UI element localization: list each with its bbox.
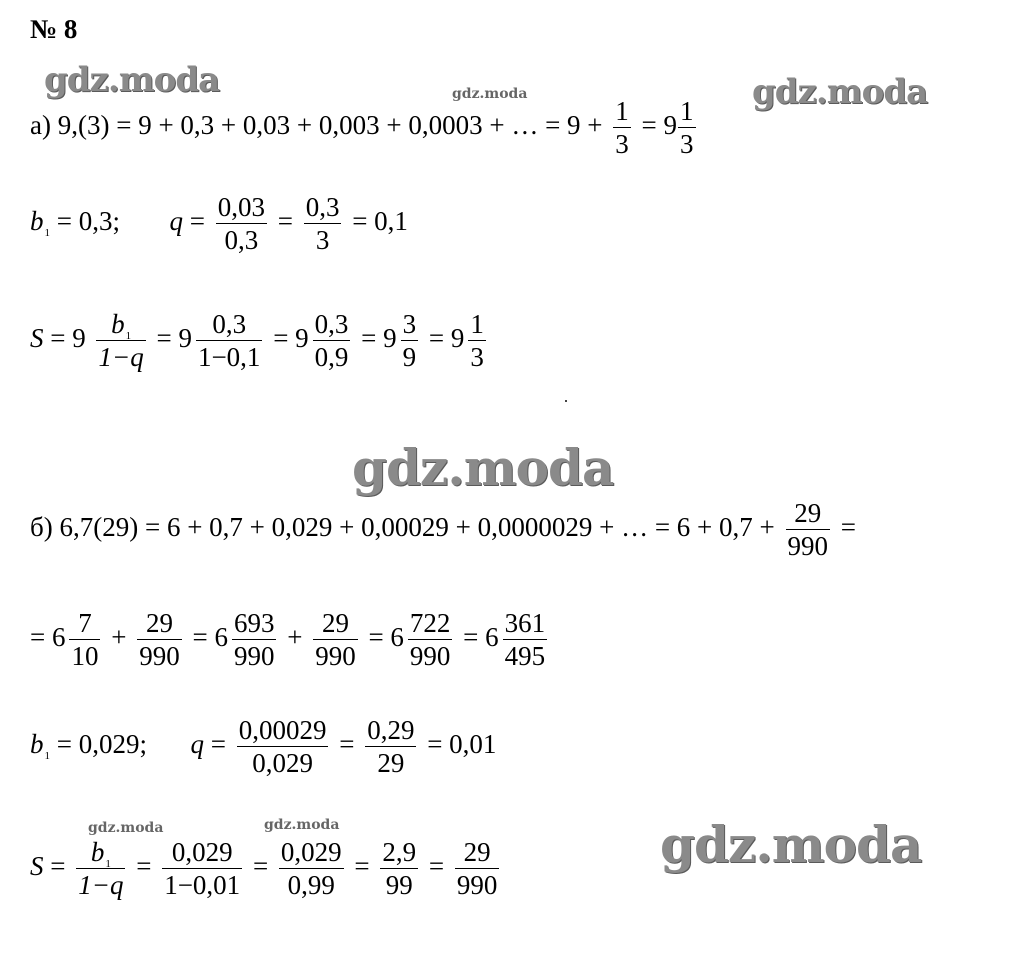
- part-b-line-3: [30, 716, 496, 778]
- fraction: [69, 609, 100, 671]
- equals: = 6: [192, 622, 228, 653]
- numerator: 1: [613, 97, 631, 128]
- problem-number: № 8: [30, 14, 78, 44]
- equals: =: [354, 851, 370, 882]
- fraction: [162, 838, 242, 900]
- fraction: [365, 716, 416, 778]
- variable-s: S: [30, 851, 44, 882]
- denominator: 990: [409, 641, 451, 672]
- result: = 0,01: [427, 729, 497, 760]
- numerator: 0,03: [216, 193, 267, 224]
- numerator: 0,3: [313, 310, 351, 341]
- numerator: 7: [69, 609, 100, 640]
- numerator: 3: [401, 310, 419, 341]
- denominator: 990: [315, 641, 356, 672]
- numerator: 722: [408, 609, 453, 640]
- denominator: 1−0,01: [164, 870, 241, 901]
- variable-q: q: [169, 206, 183, 237]
- part-a-line-3: [30, 310, 490, 372]
- result: = 0,1: [352, 206, 408, 237]
- denominator: 495: [504, 641, 546, 672]
- fraction: [137, 609, 182, 671]
- numerator: [96, 310, 145, 341]
- fraction: [786, 499, 831, 561]
- equals: = 9: [361, 323, 397, 354]
- denominator: 99: [385, 870, 413, 901]
- equals: = 9: [641, 110, 678, 141]
- denominator: 1−q: [98, 342, 144, 373]
- numerator: 0,29: [365, 716, 416, 747]
- expression: 6,7(29) = 6 + 0,7 + 0,029 + 0,00029 + 0,0000029 + … = 6 + 0,7 +: [59, 512, 775, 543]
- fraction: [613, 97, 631, 159]
- numerator: 693: [232, 609, 277, 640]
- numerator: 1: [678, 97, 696, 128]
- equals: =: [840, 512, 856, 543]
- equals: =: [136, 851, 152, 882]
- fraction: [678, 97, 696, 159]
- numerator: 29: [137, 609, 182, 640]
- fraction: [279, 838, 344, 900]
- part-label: а): [30, 110, 51, 141]
- variable-b: b: [111, 309, 125, 339]
- part-b-line-2: [30, 609, 551, 671]
- plus: +: [287, 622, 303, 653]
- numerator: 1: [468, 310, 486, 341]
- denominator: 3: [615, 129, 629, 160]
- denominator: 0,99: [287, 870, 335, 901]
- fraction: [313, 310, 351, 372]
- expression: 9,(3) = 9 + 0,3 + 0,03 + 0,003 + 0,0003 + … = 9 +: [57, 110, 603, 141]
- watermark-logo: gdz.moda: [452, 86, 528, 102]
- part-a-line-1: [30, 97, 700, 159]
- fraction: [503, 609, 548, 671]
- variable-s: S: [30, 323, 44, 354]
- denominator: 990: [787, 531, 829, 562]
- numerator: 29: [313, 609, 358, 640]
- watermark-logo: gdz.moda: [660, 815, 922, 874]
- equals: =: [277, 206, 293, 237]
- fraction: [401, 310, 419, 372]
- denominator: 10: [71, 641, 99, 672]
- denominator: 990: [139, 641, 180, 672]
- numerator: 0,00029: [237, 716, 329, 747]
- watermark-logo: gdz.moda: [752, 72, 928, 112]
- watermark-logo: gdz.moda: [88, 820, 164, 836]
- variable-b: b: [30, 729, 44, 760]
- watermark-logo: gdz.moda: [264, 817, 340, 833]
- numerator: 0,3: [196, 310, 262, 341]
- watermark-logo: gdz.moda: [352, 438, 614, 497]
- part-b-line-4: [30, 838, 503, 900]
- fraction: [380, 838, 418, 900]
- numerator: 2,9: [380, 838, 418, 869]
- equals: =: [210, 729, 226, 760]
- numerator: 29: [455, 838, 500, 869]
- fraction: [455, 838, 500, 900]
- fraction: [96, 310, 145, 372]
- speck: [565, 400, 567, 402]
- numerator: 361: [503, 609, 548, 640]
- subscript: 1: [44, 227, 50, 240]
- equals: =: [189, 206, 205, 237]
- equals: = 6: [368, 622, 404, 653]
- equals: = 6: [30, 622, 66, 653]
- fraction: [232, 609, 277, 671]
- variable-b: b: [30, 206, 44, 237]
- denominator: 990: [233, 641, 275, 672]
- denominator: 1−0,1: [197, 342, 261, 373]
- denominator: 3: [315, 225, 330, 256]
- fraction: [408, 609, 453, 671]
- fraction: [468, 310, 486, 372]
- value: = 0,029;: [56, 729, 147, 760]
- denominator: 0,9: [314, 342, 349, 373]
- part-label: б): [30, 512, 53, 543]
- denominator: 29: [377, 748, 405, 779]
- equals: = 9: [50, 323, 86, 354]
- fraction: [237, 716, 329, 778]
- numerator: 0,3: [304, 193, 342, 224]
- denominator: 1−q: [78, 870, 124, 901]
- denominator: 3: [470, 342, 484, 373]
- numerator: 0,029: [162, 838, 242, 869]
- equals: = 9: [273, 323, 309, 354]
- fraction: [304, 193, 342, 255]
- denominator: 990: [456, 870, 498, 901]
- numerator: 29: [786, 499, 831, 530]
- variable-q: q: [190, 729, 204, 760]
- equals: =: [252, 851, 269, 882]
- denominator: 0,029: [252, 748, 313, 779]
- equals: = 9: [428, 323, 465, 354]
- equals: =: [50, 851, 66, 882]
- watermark-logo: gdz.moda: [44, 60, 220, 100]
- fraction: [196, 310, 262, 372]
- numerator: 0,029: [279, 838, 344, 869]
- denominator: 9: [402, 342, 417, 373]
- part-a-line-2: [30, 193, 408, 255]
- fraction: [216, 193, 267, 255]
- equals: =: [428, 851, 445, 882]
- numerator: [76, 838, 125, 869]
- fraction: [313, 609, 358, 671]
- fraction: [76, 838, 125, 900]
- plus: +: [111, 622, 127, 653]
- subscript: 1: [44, 750, 50, 763]
- equals: = 6: [463, 622, 499, 653]
- denominator: 3: [680, 129, 694, 160]
- subscript: 1: [105, 858, 111, 870]
- equals: = 9: [156, 323, 192, 354]
- denominator: 0,3: [224, 225, 259, 256]
- equals: =: [339, 729, 355, 760]
- variable-b: b: [90, 837, 105, 867]
- value: = 0,3;: [56, 206, 120, 237]
- subscript: 1: [125, 330, 132, 342]
- part-b-line-1: [30, 499, 856, 561]
